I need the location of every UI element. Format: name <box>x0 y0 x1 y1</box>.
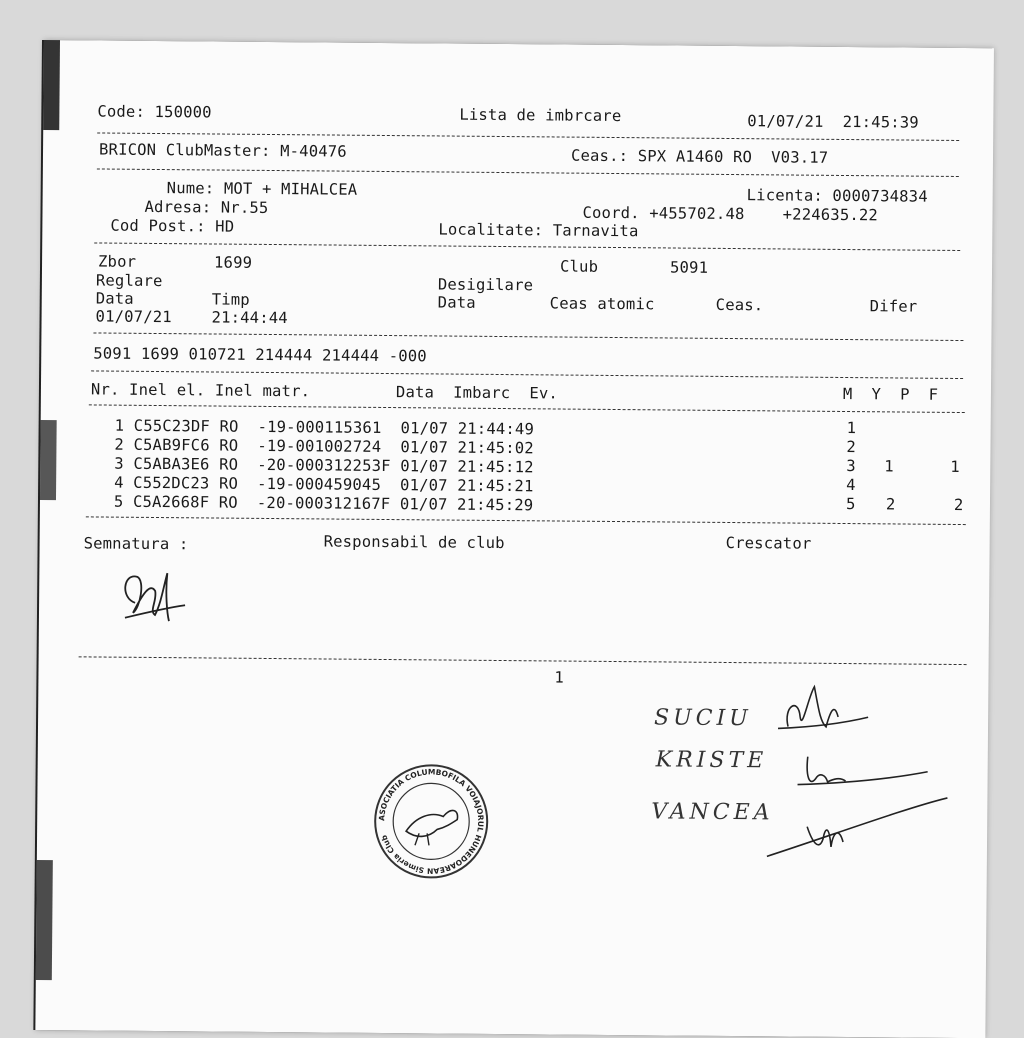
data-label: Data <box>95 289 134 308</box>
data2-label: Data <box>437 293 476 312</box>
document-title: Lista de imbrcare <box>459 105 622 126</box>
row-y: 2 <box>885 495 896 514</box>
license-number: Licenta: 0000734834 <box>746 186 928 206</box>
divider <box>93 332 963 341</box>
club-stamp <box>371 761 492 882</box>
printed-sheet <box>35 40 994 1038</box>
ceas-label: Ceas. <box>715 295 764 315</box>
owner-name: Nume: MOT + MIHALCEA <box>166 179 358 199</box>
divider <box>97 132 959 141</box>
page-number: 1 <box>554 668 565 687</box>
reglare-time: 21:44:44 <box>211 308 288 328</box>
table-row: 1 C55C23DF RO -19-000115361 01/07 21:44:49 <box>114 416 535 439</box>
row-m: 2 <box>846 438 857 457</box>
row-f: 1 <box>950 457 960 477</box>
club-responsible-label: Responsabil de club <box>323 532 505 553</box>
table-row: 3 C5ABA3E6 RO -20-000312253F 01/07 21:45:12 <box>114 454 534 477</box>
club-label: Club <box>559 257 599 276</box>
code-label: Code: 150000 <box>97 102 212 122</box>
reglare-label: Reglare <box>95 271 163 291</box>
stamp-text: ASOCIATIA COLUMBOFILA VOIAJORUL HUNEDOAREAN Simeria Club <box>377 767 486 876</box>
clubmaster-id: BRICON ClubMaster: M-40476 <box>98 140 347 161</box>
dove-icon <box>406 810 458 837</box>
club-value: 5091 <box>669 258 709 277</box>
coordinates: Coord. +455702.48 +224635.22 <box>582 203 879 225</box>
handwritten-signature <box>115 563 196 634</box>
row-m: 1 <box>846 419 857 438</box>
handwritten-signatures <box>767 666 969 868</box>
divider <box>97 168 959 177</box>
difer-label: Difer <box>869 297 918 316</box>
zbor-value: 1699 <box>213 253 253 272</box>
clock-id: Ceas.: SPX A1460 RO V03.17 <box>570 146 829 167</box>
row-m: 5 <box>845 495 856 514</box>
timp-label: Timp <box>211 290 250 309</box>
table-header: Nr. Inel el. Inel matr. Data Imbarc Ev. <box>90 380 559 403</box>
signature-label: Semnatura : <box>83 534 189 554</box>
divider <box>79 656 967 665</box>
desigilare-label: Desigilare <box>437 275 534 295</box>
row-m: 4 <box>846 476 856 495</box>
zbor-label: Zbor <box>97 252 137 271</box>
edge-smudge-bottom <box>36 860 53 980</box>
edge-smudge-mid <box>40 420 57 500</box>
owner-address: Adresa: Nr.55 <box>144 197 269 217</box>
handwritten-name: VANCEA <box>651 799 774 826</box>
table-header-mypf: M Y P F <box>842 384 939 404</box>
divider <box>94 242 960 251</box>
print-datetime: 01/07/21 21:45:39 <box>747 112 919 132</box>
table-row: 2 C5AB9FC6 RO -19-001002724 01/07 21:45:02 <box>114 435 534 458</box>
ceas-atomic-label: Ceas atomic <box>549 294 655 314</box>
handwritten-name: SUCIU <box>653 705 752 732</box>
table-row: 4 C552DC23 RO -19-000459045 01/07 21:45:21 <box>114 473 534 496</box>
divider <box>91 370 963 379</box>
postal-code: Cod Post.: HD <box>110 216 235 236</box>
row-f: 2 <box>953 495 964 515</box>
row-m: 3 <box>846 457 856 476</box>
divider <box>89 404 965 413</box>
breeder-label: Crescator <box>725 533 812 553</box>
divider <box>86 516 966 525</box>
edge-smudge-top <box>43 40 60 130</box>
table-row: 5 C5A2668F RO -20-000312167F 01/07 21:45:29 <box>113 492 534 515</box>
row-y: 1 <box>884 457 894 476</box>
reglare-date: 01/07/21 <box>95 307 172 327</box>
handwritten-name: KRISTE <box>655 747 768 774</box>
locality: Localitate: Tarnavita <box>438 220 639 241</box>
code-line: 5091 1699 010721 214444 214444 -000 <box>93 344 427 366</box>
